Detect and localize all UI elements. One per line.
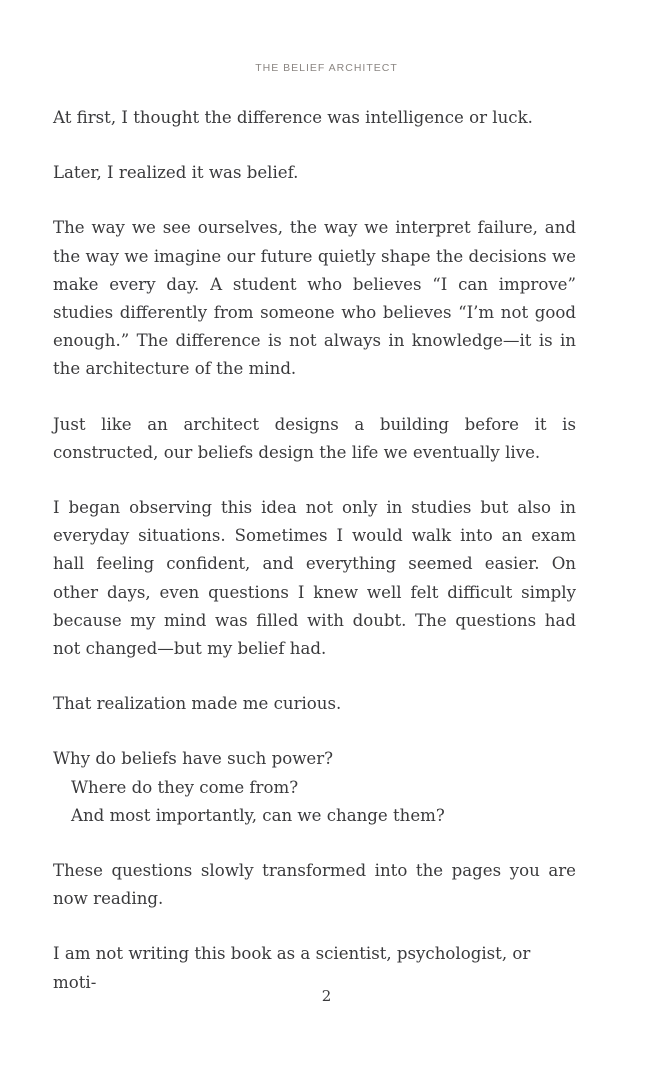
paragraph: That realization made me curious. bbox=[53, 694, 342, 714]
paragraph: At first, I thought the difference was intelligence or luck. bbox=[53, 108, 533, 127]
paragraph: These questions slowly transformed into the pages you are now reading. bbox=[53, 861, 576, 909]
body-text-block bbox=[53, 104, 576, 1024]
paragraph: Just like an architect designs a building before it is constructed, our beliefs design the life we eventually live. bbox=[53, 414, 576, 462]
question-line: Why do beliefs have such power? bbox=[53, 749, 334, 769]
question-line: And most importantly, can we change them? bbox=[71, 805, 445, 825]
question-list bbox=[53, 745, 576, 830]
question-line: Where do they come from? bbox=[71, 777, 299, 797]
paragraph: I began observing this idea not only in studies but also in everyday situations. Sometimes I would walk into an exam hall feeling confident, and everything seemed easier. On other days, even questions I knew well felt difficult simply because my mind was filled with doubt. The questions had not changed—but my belief had. bbox=[53, 498, 576, 659]
paragraph: The way we see ourselves, the way we interpret failure, and the way we imagine our future quietly shape the decisions we make every day. A student who believes “I can improve” studies differently from someone who believes “I’m not good enough.” The difference is not always in knowledge—it is in the architecture of the mind. bbox=[53, 218, 576, 379]
paragraph: Later, I realized it was belief. bbox=[53, 163, 299, 183]
running-header: THE BELIEF ARCHITECT bbox=[255, 62, 398, 74]
page-number: 2 bbox=[321, 987, 332, 1005]
paragraph-continued: I am not writing this book as a scientist, psychologist, or moti- bbox=[53, 944, 531, 992]
